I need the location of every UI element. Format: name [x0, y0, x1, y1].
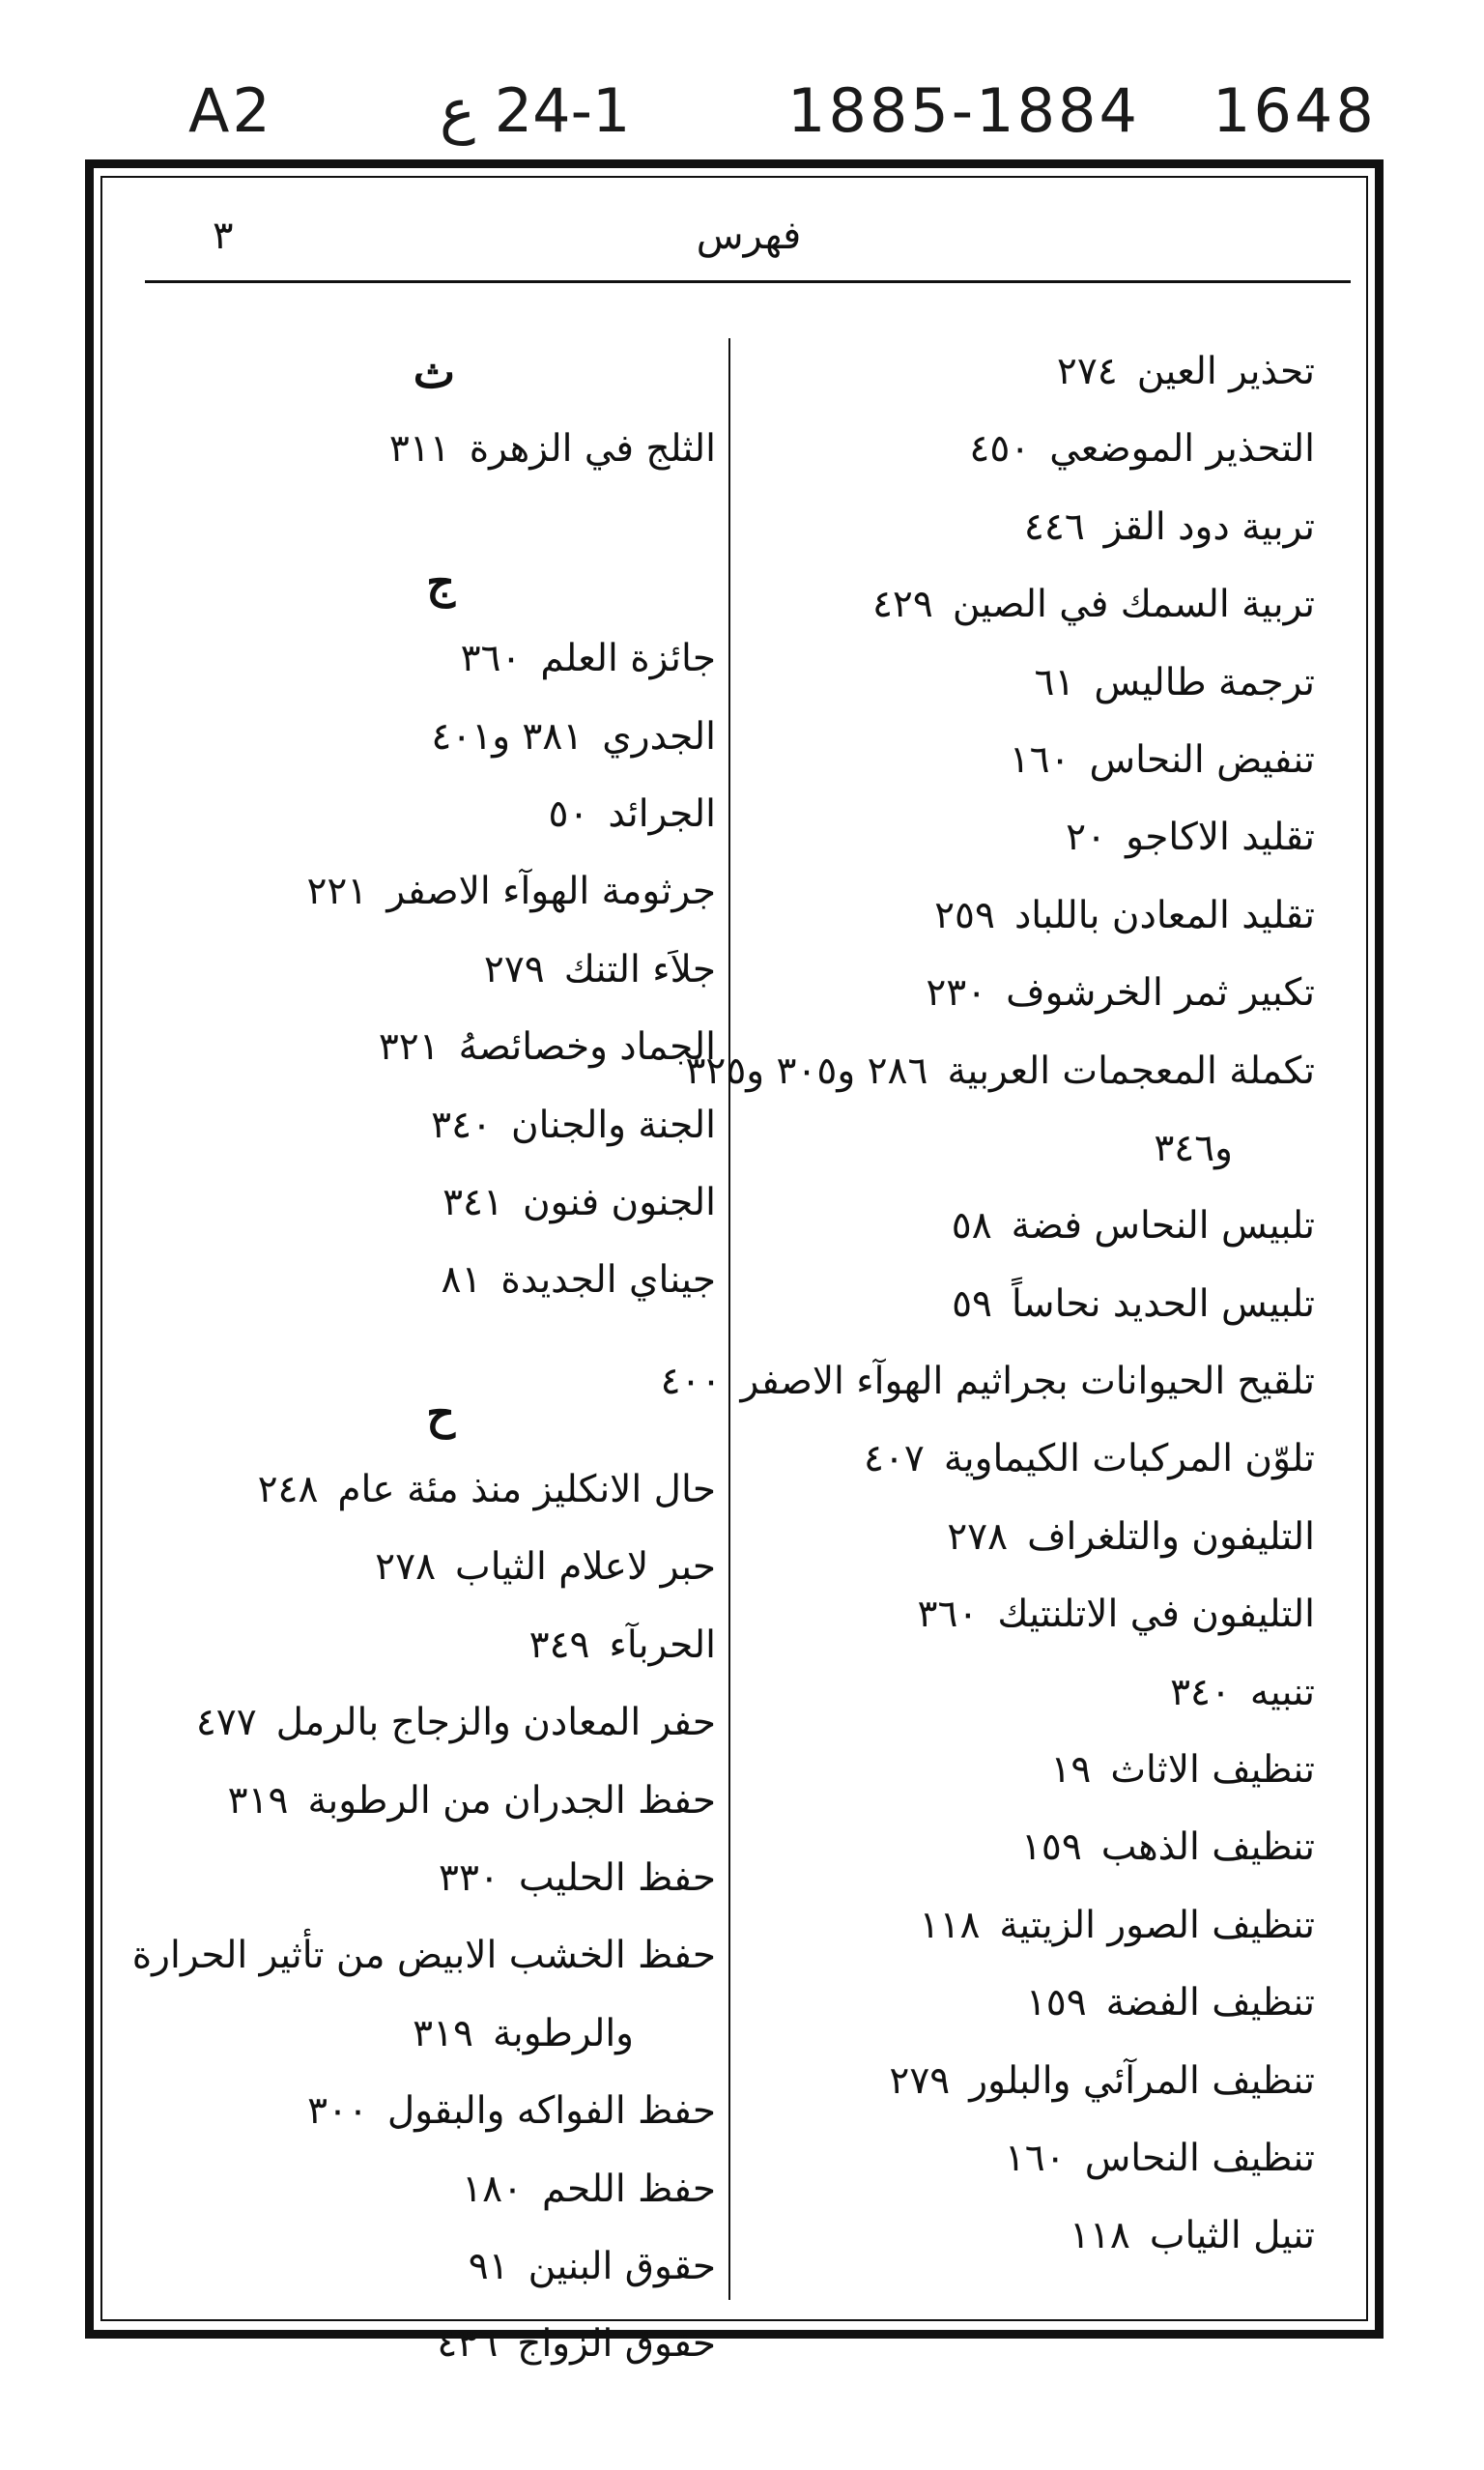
index-entry-page: ٣١١: [388, 427, 450, 472]
index-entry-page: ٢٧٤: [1056, 350, 1118, 393]
header-rule: [145, 280, 1351, 283]
index-entry-page: ٢٧٨: [375, 1545, 437, 1590]
index-entry-page: ١١٨: [919, 1903, 981, 1947]
index-entry-text: تنبيه: [1249, 1670, 1315, 1714]
catalog-annotation-years: 1885-1884: [787, 75, 1140, 146]
index-entry: [98, 1840, 716, 1917]
index-entry-text: تحذير العين: [1136, 350, 1315, 393]
index-entry-text: تربية السمك في الصين: [952, 583, 1315, 627]
index-entry-text: والرطوبة: [492, 2011, 634, 2055]
index-entry: [98, 1164, 716, 1242]
index-entry-page: ٤٢٩: [871, 583, 933, 627]
index-entry-text: الجرائد: [608, 791, 716, 836]
index-entry-text: جرثومة الهوآء الاصفر: [386, 870, 716, 914]
index-entry-page: ٥٩: [952, 1281, 993, 1326]
index-entry: [660, 1343, 1315, 1421]
index-entry-text: تنفيض النحاس: [1089, 737, 1315, 782]
index-entry-text: حفظ الحليب: [518, 1856, 716, 1901]
index-entry-text: جيناي الجديدة: [500, 1258, 716, 1303]
index-entry: [745, 1188, 1315, 1265]
index-entry-text: التليفون والتلغراف: [1027, 1514, 1315, 1559]
index-entry-text: حفظ اللحم: [541, 2167, 716, 2211]
index-entry-page: ٣٤٠: [431, 1103, 492, 1147]
index-entry: [98, 853, 716, 931]
index-entry: [98, 1087, 716, 1164]
catalog-annotation-volume: 24-1 ع: [440, 75, 631, 146]
index-entry-page: ٣٨١ و٤٠١: [431, 714, 584, 759]
index-entry-text: حال الانكليز منذ مئة عام: [337, 1468, 716, 1512]
section-letter: ح: [426, 1386, 455, 1439]
index-entry-page: ٥٨: [951, 1204, 992, 1249]
index-entry: [98, 2306, 716, 2383]
index-entry-page: ١١٨: [1069, 2214, 1130, 2258]
index-entry-text: تلبيس الحديد نحاساً: [1012, 1281, 1315, 1326]
index-entry-text: الحربآء: [609, 1623, 716, 1667]
index-entry-page: ٣٠٠: [307, 2089, 368, 2134]
index-entry-text: جائزة العلم: [540, 637, 716, 681]
index-entry-page: ٦١: [1034, 660, 1075, 704]
index-entry-text: تنظيف النحاس: [1084, 2136, 1315, 2180]
index-entry: [98, 1529, 716, 1606]
index-entry: [745, 1110, 1315, 1188]
index-entry-text: تربية دود القز: [1103, 504, 1315, 549]
index-entry: [745, 489, 1315, 566]
index-entry-text: التحذير الموضعي: [1049, 427, 1315, 472]
index-entry: [98, 2151, 716, 2228]
index-entry-page: ١٥٩: [1025, 1981, 1087, 2025]
index-column-left: [98, 333, 716, 2384]
index-entry: [745, 566, 1315, 644]
index-entry-page: ١٩: [1050, 1748, 1092, 1793]
index-entry-text: تنظيف الاثاث: [1110, 1748, 1315, 1793]
index-entry-page: ٤٥٠: [969, 427, 1031, 472]
index-entry-text: حبر لاعلام الثياب: [455, 1545, 716, 1590]
index-entry: [745, 1732, 1315, 1809]
index-entry-text: حفظ الفواكه والبقول: [386, 2089, 716, 2134]
index-entry-text: تنيل الثياب: [1149, 2214, 1315, 2258]
index-entry-page: ٢٠: [1066, 816, 1107, 860]
index-entry-text: تلقيح الحيوانات بجراثيم الهوآء الاصفر: [740, 1360, 1315, 1404]
index-entry: [745, 1809, 1315, 1886]
section-letter: ج: [426, 555, 455, 608]
index-entry-text: تنظيف الفضة: [1105, 1981, 1315, 2025]
index-entry: [98, 2073, 716, 2150]
index-entry-text: تلوّن المركبات الكيماوية: [943, 1437, 1315, 1481]
index-entry-page: ٣٦٠: [460, 637, 522, 681]
index-entry: [98, 1684, 716, 1762]
index-entry-page: ٤٠٠: [660, 1360, 722, 1404]
index-entry: [98, 1242, 716, 1319]
index-entry-page: ٣٣٠: [439, 1856, 499, 1901]
index-entry-text: تنظيف المرآئي والبلور: [969, 2058, 1315, 2103]
index-entry-text: الجدري: [602, 714, 716, 759]
index-entry-page: ٢٧٨: [947, 1514, 1009, 1559]
page-number: ٣: [213, 214, 234, 258]
index-entry-text: تلبيس النحاس فضة: [1011, 1204, 1315, 1249]
index-entry: [98, 620, 716, 698]
index-entry: [745, 2120, 1315, 2197]
index-entry-text: حفظ الجدران من الرطوبة: [307, 1778, 716, 1823]
index-entry-text: و٣٤٦: [1154, 1126, 1233, 1170]
section-gap: [98, 489, 716, 543]
index-entry-text: حقوق البنين: [528, 2244, 716, 2288]
page-title: فهرس: [696, 214, 802, 258]
index-entry-text: الجنون فنون: [522, 1180, 716, 1224]
index-entry-page: ٣٤٩: [528, 1623, 590, 1667]
index-entry: [98, 1996, 716, 2073]
index-entry: [98, 1763, 716, 1840]
index-entry: [98, 932, 716, 1009]
index-entry-text: حفظ الخشب الابيض من تأثير الحرارة: [131, 1934, 716, 1978]
index-entry-page: ٢٥٩: [934, 893, 995, 937]
index-entry: [745, 645, 1315, 722]
index-entry-page: ٩١: [468, 2244, 509, 2288]
index-entry-page: ٢٢١: [306, 870, 368, 914]
index-entry-text: الجماد وخصائصهُ: [458, 1025, 716, 1070]
index-entry-page: ٣١٩: [227, 1778, 289, 1823]
index-entry-text: تنظيف الذهب: [1100, 1825, 1315, 1870]
index-entry-page: ٣٤٠: [1170, 1670, 1231, 1714]
index-entry-text: الثلج في الزهرة: [469, 427, 716, 472]
index-entry-text: حفر المعادن والزجاج بالرمل: [275, 1701, 716, 1745]
index-entry-text: تكملة المعجمات العربية: [947, 1048, 1315, 1093]
index-entry-text: تقليد الاكاجو: [1126, 816, 1315, 860]
column-divider: [728, 338, 730, 2300]
index-entry: [745, 411, 1315, 488]
index-entry: [98, 1009, 716, 1086]
index-entry: [745, 955, 1315, 1032]
section-gap: [98, 1320, 716, 1374]
index-entry-page: ٢٤٨: [257, 1468, 319, 1512]
index-entry-page: ٨١: [441, 1258, 482, 1303]
index-entry-page: ٢٣٠: [926, 971, 987, 1016]
index-entry: [745, 1887, 1315, 1965]
index-entry-page: ١٦٠: [1009, 737, 1070, 782]
index-entry: [745, 1421, 1315, 1498]
index-entry-text: جلاَء التنك: [563, 947, 716, 991]
index-entry-page: ٢٧٩: [483, 947, 545, 991]
index-entry-page: ٢٨٦ و٣٠٥ و٣٢٥: [685, 1048, 928, 1093]
index-entry-page: ٤٠٧: [864, 1437, 925, 1481]
index-entry: [745, 333, 1315, 411]
index-entry: [745, 877, 1315, 955]
index-entry-page: ٣٦٠: [917, 1593, 979, 1637]
index-entry-text: حقوق الزواج: [517, 2322, 716, 2367]
index-entry: [745, 799, 1315, 876]
index-entry-text: التليفون في الاتلنتيك: [997, 1593, 1315, 1637]
index-entry-page: ٥٠: [548, 791, 589, 836]
index-entry: [98, 776, 716, 853]
index-entry: [745, 722, 1315, 799]
index-entry: [98, 1607, 716, 1684]
index-entry-text: ترجمة طاليس: [1094, 660, 1315, 704]
index-entry: [98, 699, 716, 776]
index-entry: [745, 1499, 1315, 1576]
index-entry-text: الجنة والجنان: [511, 1103, 716, 1147]
index-entry-page: ٤٤٦: [1023, 504, 1085, 549]
catalog-annotation-number: 1648: [1213, 75, 1377, 146]
index-entry-page: ٢٧٩: [889, 2058, 951, 2103]
index-entry: [745, 1266, 1315, 1343]
index-entry: [745, 1965, 1315, 2042]
index-entry: [745, 2197, 1315, 2275]
index-entry-text: تنظيف الصور الزيتية: [999, 1903, 1315, 1947]
index-entry: [98, 1451, 716, 1529]
index-entry-page: ٣٤١: [442, 1180, 503, 1224]
index-entry-page: ١٦٠: [1004, 2136, 1066, 2180]
index-entry-page: ٤٧٧: [195, 1701, 257, 1745]
index-entry: [745, 1654, 1315, 1732]
section-letter: ث: [413, 346, 455, 398]
catalog-annotation-a2: A2: [188, 75, 273, 146]
index-entry-text: تقليد المعادن باللباد: [1013, 893, 1315, 937]
index-entry-page: ٤٣٦: [437, 2322, 499, 2367]
index-entry: [98, 2228, 716, 2306]
index-entry-text: تكبير ثمر الخرشوف: [1006, 971, 1315, 1016]
index-entry: [745, 1576, 1315, 1653]
page-header: [145, 208, 1353, 266]
index-entry-page: ٣١٩: [413, 2011, 473, 2055]
index-entry-page: ٣٢١: [378, 1025, 440, 1070]
index-entry: [745, 2043, 1315, 2120]
index-entry-page: ١٥٩: [1020, 1825, 1082, 1870]
index-entry: [98, 411, 716, 488]
index-entry-page: ١٨٠: [462, 2167, 523, 2211]
index-entry: [98, 1917, 716, 1995]
index-entry: [685, 1033, 1315, 1110]
